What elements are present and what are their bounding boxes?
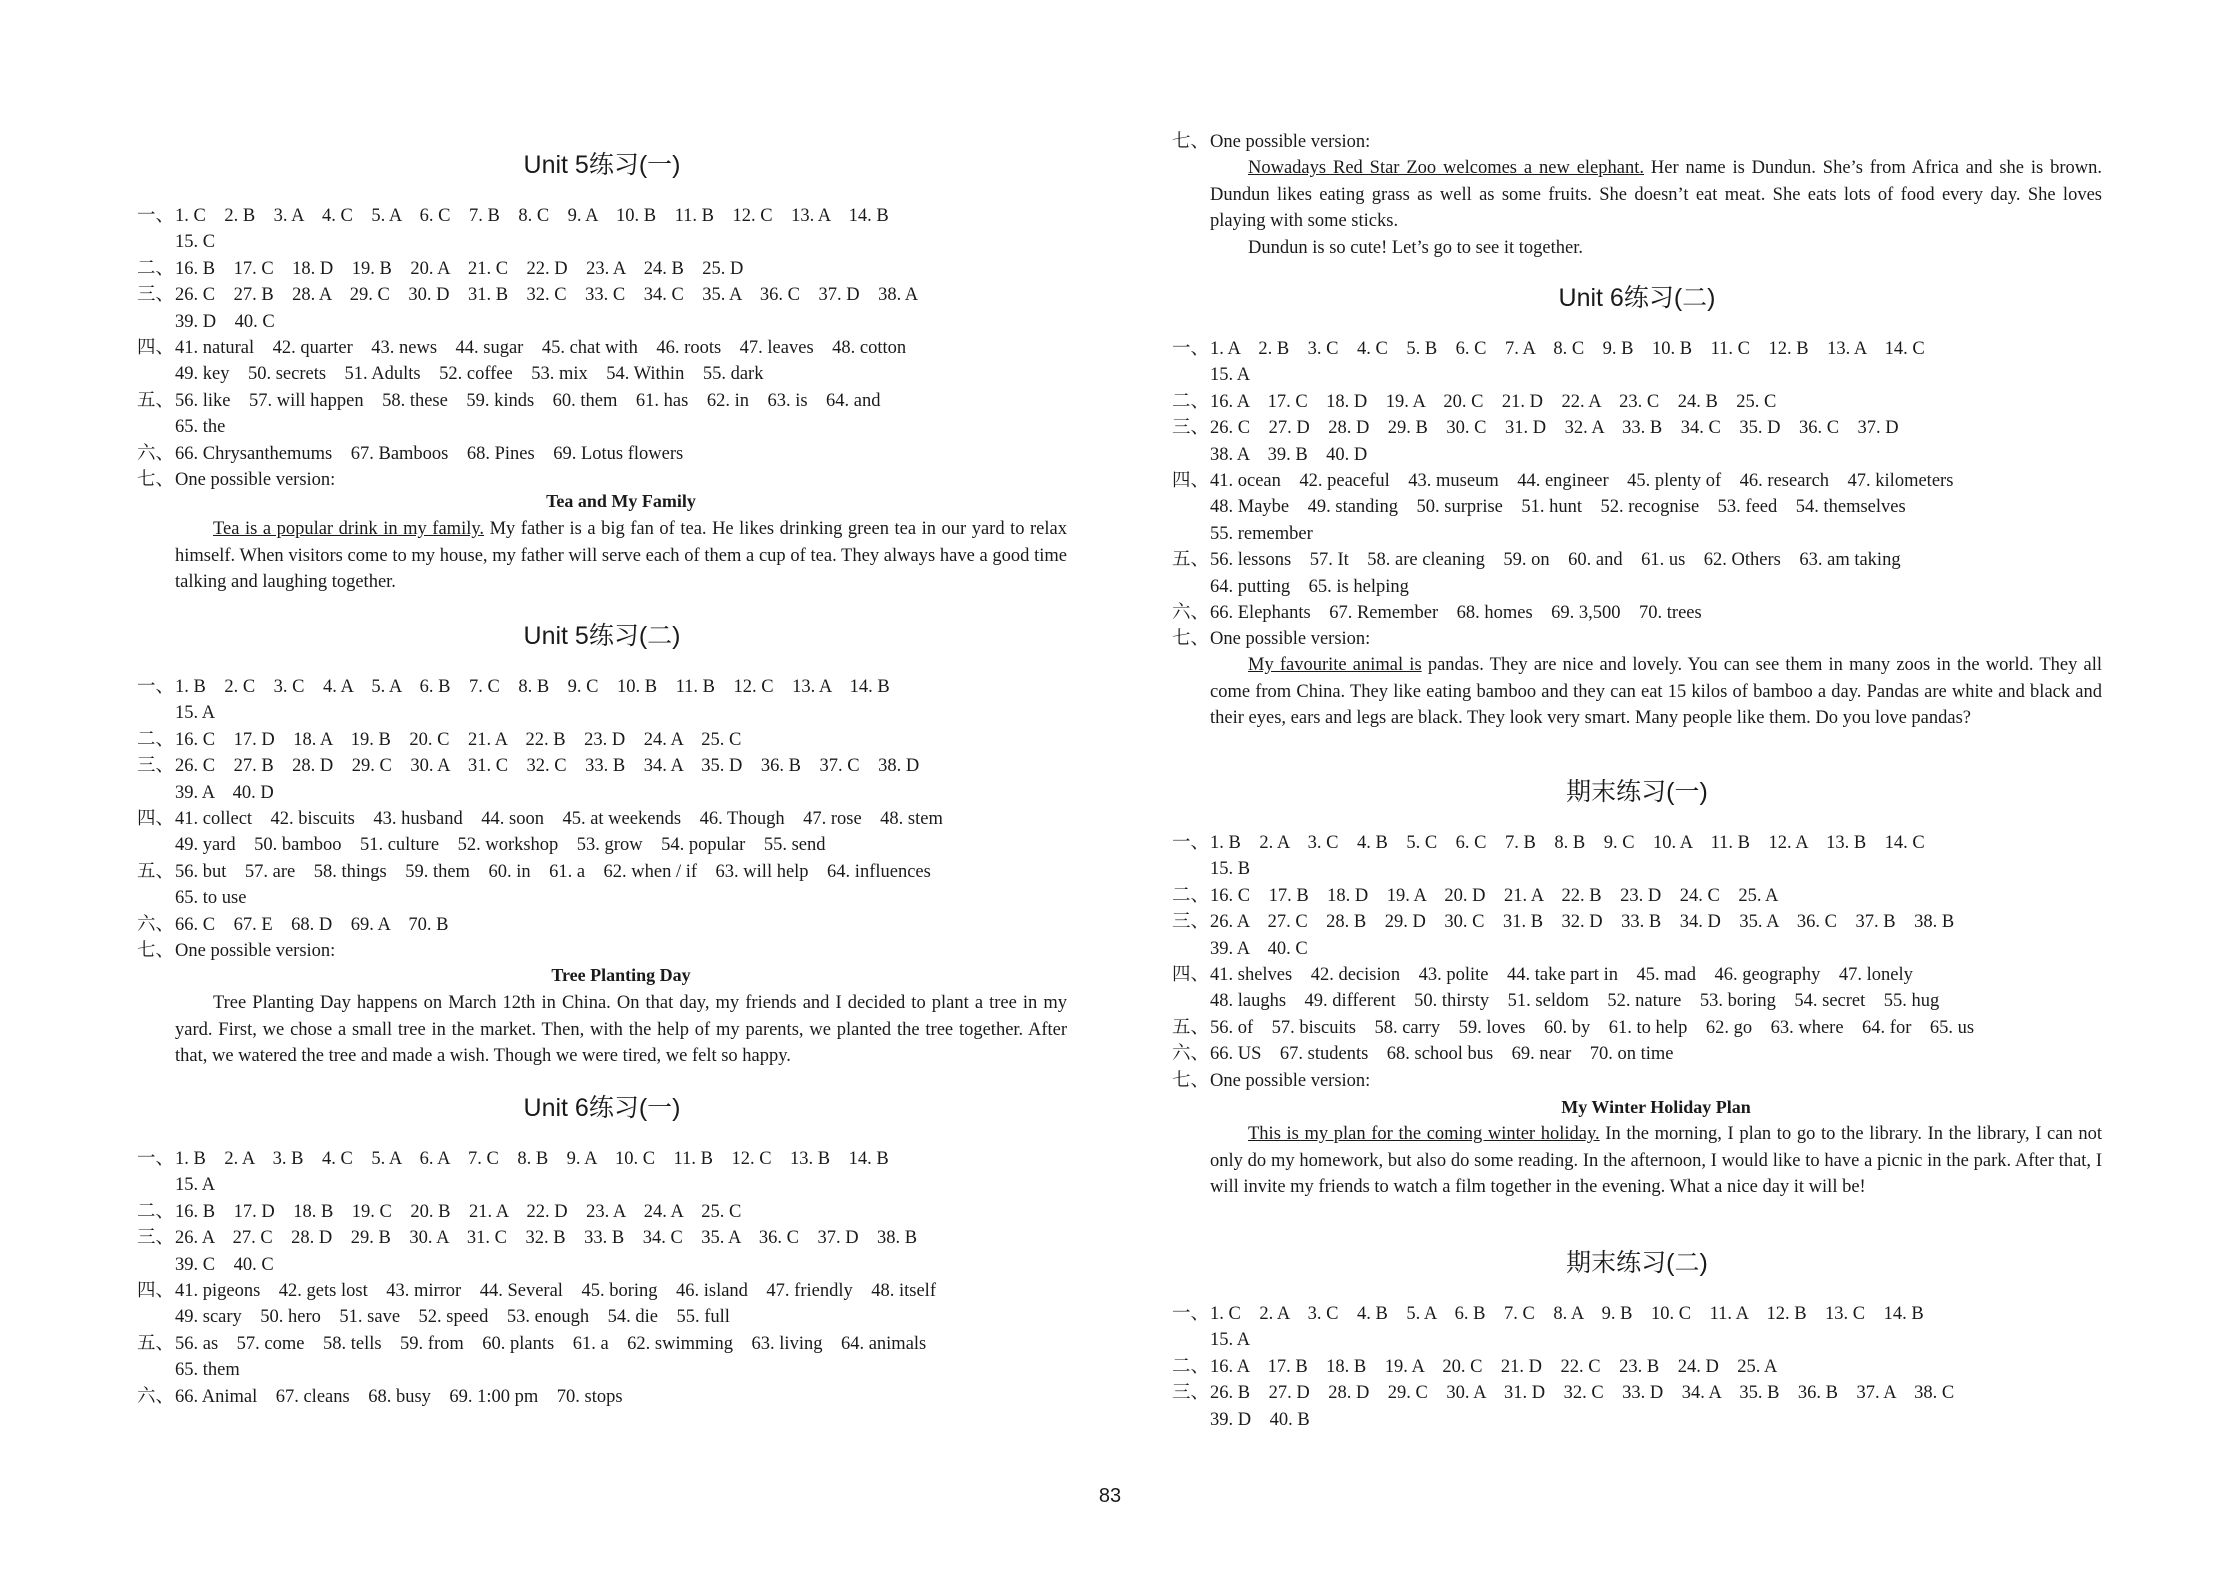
question-number: 三、 (137, 1228, 175, 1249)
answer-line (137, 1199, 741, 1225)
question-number: 一、 (1172, 1304, 1210, 1324)
answer-text: 1. C 2. A 3. C 4. B 5. A 6. B 7. C 8. A 9. B 10. C 11. A 12. B 13. C 14. B (1210, 1304, 1924, 1324)
answer-line (137, 1252, 274, 1278)
answer-line (1172, 1041, 1674, 1067)
answer-line (1172, 1015, 1974, 1041)
essay-paragraph (1210, 652, 2102, 732)
answer-text: 48. Maybe 49. standing 50. surprise 51. hunt 52. recognise 53. feed 54. themselves (1210, 497, 1906, 518)
answer-text: 15. A (175, 1175, 216, 1196)
answer-line (137, 1146, 889, 1172)
question-number: 一、 (137, 677, 175, 697)
question-number: 五、 (1172, 550, 1210, 571)
answer-text: 39. A 40. D (175, 782, 274, 803)
answer-text: 1. B 2. A 3. B 4. C 5. A 6. A 7. C 8. B 9. A 10. C 11. B 12. C 13. B 14. B (175, 1149, 889, 1169)
answer-text: 49. scary 50. hero 51. save 52. speed 53. enough 54. die 55. full (175, 1307, 730, 1328)
answer-text: One possible version: (175, 470, 336, 490)
answer-text: 65. to use (175, 888, 247, 909)
section-title-unit5-2: Unit 5练习(二) (523, 622, 681, 650)
answer-text: 41. natural 42. quarter 43. news 44. sugar 45. chat with 46. roots 47. leaves 48. cotton (175, 338, 907, 358)
answer-line (1172, 626, 1370, 652)
answer-text: 56. as 57. come 58. tells 59. from 60. plants 61. a 62. swimming 63. living 64. animals (175, 1333, 927, 1354)
answer-text: 26. C 27. B 28. A 29. C 30. D 31. B 32. C 33. C 34. C 35. A 36. C 37. D 38. A (175, 285, 919, 306)
question-number: 二、 (1172, 885, 1210, 906)
answer-line (137, 309, 275, 335)
question-number: 七、 (1172, 132, 1210, 152)
essay-text: My father is a big fan of tea. He likes drinking green tea in our yard to relax himself. When visitors come to my house, my father will serve each of them a cup of tea. They always have a good time talking and laughing together. (175, 519, 1067, 592)
answer-text: 56. of 57. biscuits 58. carry 59. loves 60. by 61. to help 62. go 63. where 64. for 65. us (1210, 1017, 1975, 1038)
question-number: 三、 (137, 285, 175, 306)
answer-text: 1. B 2. C 3. C 4. A 5. A 6. B 7. C 8. B 9. C 10. B 11. B 12. C 13. A 14. B (175, 677, 890, 697)
answer-line (137, 753, 919, 779)
essay-text: pandas. They are nice and lovely. You can see them in many zoos in the world. They all come from China. They like eating bamboo and they can eat 15 kilos of bamboo a day. Pandas are white and black and their eyes, ears and legs are black. They look very smart. Many people like them. Do you love pandas? (1210, 655, 2103, 728)
question-number: 五、 (137, 390, 175, 411)
question-number: 七、 (137, 470, 175, 490)
answer-line (137, 229, 215, 255)
question-number: 五、 (137, 1333, 175, 1354)
answer-text: 1. B 2. A 3. C 4. B 5. C 6. C 7. B 8. B 9. C 10. A 11. B 12. A 13. B 14. C (1210, 833, 1925, 853)
answer-text: 16. A 17. C 18. D 19. A 20. C 21. D 22. A 23. C 24. B 25. C (1210, 391, 1777, 412)
answer-text: One possible version: (175, 941, 336, 961)
question-number: 六、 (1172, 1044, 1210, 1065)
answer-line (1172, 830, 1925, 856)
answer-text: 55. remember (1210, 523, 1313, 544)
answer-line (1172, 494, 1906, 520)
answer-line (137, 203, 889, 229)
answer-line (1172, 909, 1954, 935)
answer-text: 15. A (1210, 1330, 1251, 1351)
answer-line (137, 1357, 240, 1383)
answer-text: 56. lessons 57. It 58. are cleaning 59. on 60. and 61. us 62. Others 63. am taking (1210, 550, 1901, 571)
answer-line (137, 361, 763, 387)
answer-text: 15. A (175, 703, 216, 724)
answer-line (137, 780, 274, 806)
answer-line (1172, 415, 1899, 441)
answer-text: 26. B 27. D 28. D 29. C 30. A 31. D 32. C 33. D 34. A 35. B 36. B 37. A 38. C (1210, 1383, 1955, 1404)
question-number: 二、 (137, 729, 175, 750)
answer-text: 41. ocean 42. peaceful 43. museum 44. engineer 45. plenty of 46. research 47. kilometers (1210, 471, 1954, 491)
answer-line (1172, 1068, 1370, 1094)
answer-text: 26. C 27. D 28. D 29. B 30. C 31. D 32. A 33. B 34. C 35. D 36. C 37. D (1210, 418, 1899, 439)
essay-text: In the morning, I plan to go to the library. In the library, I can not only do my homework, but also do some reading. In the afternoon, I would like to have a picnic in the park. After that, I will invite my friends to watch a film together in the evening. What a nice day it will be! (1210, 1124, 2102, 1197)
answer-line (1172, 362, 1250, 388)
answer-line (1172, 1354, 1777, 1380)
answer-text: 56. like 57. will happen 58. these 59. kinds 60. them 61. has 62. in 63. is 64. and (175, 390, 881, 411)
answer-line (137, 467, 335, 493)
answer-line (1172, 883, 1778, 909)
answer-text: 15. A (1210, 365, 1251, 386)
answer-line (137, 1278, 936, 1304)
answer-text: 16. B 17. C 18. D 19. B 20. A 21. C 22. D 23. A 24. B 25. D (175, 258, 744, 279)
answer-text: One possible version: (1210, 132, 1371, 152)
question-number: 四、 (137, 1281, 175, 1301)
answer-line (1172, 1301, 1924, 1327)
question-number: 二、 (1172, 391, 1210, 412)
question-number: 二、 (137, 1201, 175, 1222)
answer-line (1172, 336, 1925, 362)
question-number: 六、 (137, 1386, 175, 1407)
answer-line (137, 674, 890, 700)
answer-text: 39. D 40. C (175, 311, 275, 332)
answer-text: 26. C 27. B 28. D 29. C 30. A 31. C 32. C 33. B 34. A 35. D 36. B 37. C 38. D (175, 756, 920, 777)
answer-text: 15. C (175, 232, 216, 253)
essay-underlined-sentence: This is my plan for the coming winter holiday. (1248, 1124, 1600, 1144)
answer-text: 39. A 40. C (1210, 938, 1308, 959)
question-number: 四、 (137, 338, 175, 358)
answer-line (1172, 442, 1367, 468)
question-number: 三、 (1172, 418, 1210, 439)
question-number: 二、 (1172, 1356, 1210, 1377)
answer-line (137, 859, 931, 885)
answer-text: 41. pigeons 42. gets lost 43. mirror 44. Several 45. boring 46. island 47. friendly 48. itself (175, 1281, 936, 1301)
essay-title: Tree Planting Day (551, 965, 691, 985)
answer-text: 39. C 40. C (175, 1254, 274, 1275)
question-number: 三、 (1172, 912, 1210, 933)
answer-line (1172, 574, 1409, 600)
answer-text: 39. D 40. B (1210, 1409, 1310, 1430)
question-number: 三、 (137, 756, 175, 777)
answer-text: 41. shelves 42. decision 43. polite 44. take part in 45. mad 46. geography 47. lonely (1210, 965, 1913, 985)
answer-text: 65. them (175, 1360, 240, 1381)
answer-line (1172, 936, 1308, 962)
question-number: 六、 (1172, 603, 1210, 623)
page-number: 83 (1098, 1485, 1122, 1507)
answer-text: 38. A 39. B 40. D (1210, 444, 1368, 465)
answer-line (137, 256, 743, 282)
question-number: 三、 (1172, 1383, 1210, 1404)
answer-line (137, 700, 215, 726)
essay-title: Tea and My Family (546, 491, 696, 511)
answer-line (137, 727, 741, 753)
answer-text: 66. Elephants 67. Remember 68. homes 69. 3,500 70. trees (1210, 603, 1702, 623)
answer-line (1172, 600, 1702, 626)
answer-text: 49. key 50. secrets 51. Adults 52. coffee 53. mix 54. Within 55. dark (175, 364, 764, 385)
answer-line (137, 912, 448, 938)
essay-underlined-sentence: My favourite animal is (1248, 655, 1422, 675)
answer-line (137, 1331, 926, 1357)
answer-line (1172, 521, 1313, 547)
answer-text: 1. C 2. B 3. A 4. C 5. A 6. C 7. B 8. C 9. A 10. B 11. B 12. C 13. A 14. B (175, 206, 889, 226)
section-title-unit6-1: Unit 6练习(一) (523, 1094, 681, 1122)
essay-paragraph: Dundun is so cute! Let’s go to see it together. (1248, 238, 1583, 258)
essay-underlined-sentence: Nowadays Red Star Zoo welcomes a new elephant. (1248, 158, 1644, 178)
answer-line (137, 282, 918, 308)
essay-title: My Winter Holiday Plan (1561, 1097, 1751, 1117)
question-number: 六、 (137, 443, 175, 464)
answer-line (1172, 129, 1370, 155)
answer-text: 16. A 17. B 18. B 19. A 20. C 21. D 22. C 23. B 24. D 25. A (1210, 1356, 1778, 1377)
answer-text: 41. collect 42. biscuits 43. husband 44. soon 45. at weekends 46. Though 47. rose 48. stem (175, 809, 943, 829)
answer-text: 16. C 17. B 18. D 19. A 20. D 21. A 22. B 23. D 24. C 25. A (1210, 885, 1779, 906)
question-number: 一、 (1172, 833, 1210, 853)
section-title-final-1: 期末练习(一) (1566, 778, 1708, 806)
answer-line (1172, 389, 1776, 415)
answer-line (1172, 547, 1901, 573)
answer-line (1172, 1407, 1310, 1433)
answer-text: 16. B 17. D 18. B 19. C 20. B 21. A 22. D 23. A 24. A 25. C (175, 1201, 742, 1222)
answer-line (137, 414, 225, 440)
answer-text: 26. A 27. C 28. D 29. B 30. A 31. C 32. B 33. B 34. C 35. A 36. C 37. D 38. B (175, 1228, 918, 1249)
answer-text: 26. A 27. C 28. B 29. D 30. C 31. B 32. D 33. B 34. D 35. A 36. C 37. B 38. B (1210, 912, 1955, 933)
question-number: 一、 (137, 206, 175, 226)
answer-text: 66. Chrysanthemums 67. Bamboos 68. Pines 69. Lotus flowers (175, 443, 684, 464)
answer-text: 66. Animal 67. cleans 68. busy 69. 1:00 pm 70. stops (175, 1386, 623, 1407)
question-number: 二、 (137, 258, 175, 279)
answer-line (137, 806, 943, 832)
answer-text: 65. the (175, 417, 226, 438)
question-number: 五、 (1172, 1017, 1210, 1038)
answer-line (137, 388, 881, 414)
answer-line (137, 335, 906, 361)
answer-line (1172, 468, 1953, 494)
answer-text: 1. A 2. B 3. C 4. C 5. B 6. C 7. A 8. C 9. B 10. B 11. C 12. B 13. A 14. C (1210, 339, 1925, 359)
answer-line (1172, 962, 1913, 988)
essay-text: Her name is Dundun. She’s from Africa and she is brown. Dundun likes eating grass as well as some fruits. She doesn’t eat meat. She eats lots of food every day. She loves playing with some sticks. (1210, 158, 2102, 231)
answer-line (1172, 988, 1939, 1014)
question-number: 四、 (1172, 471, 1210, 491)
essay-paragraph (175, 516, 1067, 596)
answer-line (137, 832, 826, 858)
answer-text: 16. C 17. D 18. A 19. B 20. C 21. A 22. B 23. D 24. A 25. C (175, 729, 742, 750)
answer-line (1172, 1327, 1250, 1353)
answer-line (137, 885, 246, 911)
question-number: 一、 (1172, 339, 1210, 359)
section-title-unit6-2: Unit 6练习(二) (1558, 284, 1716, 312)
answer-line (137, 1225, 917, 1251)
essay-paragraph (1210, 155, 2102, 235)
answer-text: 49. yard 50. bamboo 51. culture 52. workshop 53. grow 54. popular 55. send (175, 835, 826, 856)
question-number: 六、 (137, 914, 175, 935)
section-title-unit5-1: Unit 5练习(一) (523, 151, 681, 179)
essay-paragraph: Tree Planting Day happens on March 12th in China. On that day, my friends and I decided to plant a tree in my yard. First, we chose a small tree in the market. Then, with the help of my parents, we planted the tree together. After that, we watered the tree and made a wish. Though we were tired, we felt so happy. (175, 993, 1067, 1066)
question-number: 七、 (1172, 629, 1210, 650)
answer-text: 64. putting 65. is helping (1210, 576, 1409, 597)
answer-line (1172, 1380, 1954, 1406)
answer-line (137, 938, 335, 964)
answer-line (137, 1304, 730, 1330)
question-number: 七、 (137, 941, 175, 961)
answer-line (137, 441, 683, 467)
answer-line (1172, 856, 1250, 882)
answer-text: 48. laughs 49. different 50. thirsty 51. seldom 52. nature 53. boring 54. secret 55. hug (1210, 991, 1940, 1012)
question-number: 五、 (137, 861, 175, 882)
answer-text: One possible version: (1210, 1070, 1371, 1091)
answer-line (137, 1384, 623, 1410)
question-number: 四、 (137, 809, 175, 829)
answer-line (137, 1172, 215, 1198)
question-number: 一、 (137, 1149, 175, 1169)
answer-text: 66. C 67. E 68. D 69. A 70. B (175, 914, 449, 935)
essay-paragraph (1210, 1121, 2102, 1201)
section-title-final-2: 期末练习(二) (1566, 1249, 1708, 1277)
answer-text: One possible version: (1210, 629, 1371, 650)
answer-text: 15. B (1210, 859, 1251, 880)
answer-text: 66. US 67. students 68. school bus 69. near 70. on time (1210, 1044, 1674, 1065)
question-number: 七、 (1172, 1070, 1210, 1091)
essay-underlined-sentence: Tea is a popular drink in my family. (213, 519, 485, 539)
question-number: 四、 (1172, 965, 1210, 985)
answer-text: 56. but 57. are 58. things 59. them 60. in 61. a 62. when / if 63. will help 64. influences (175, 861, 931, 882)
